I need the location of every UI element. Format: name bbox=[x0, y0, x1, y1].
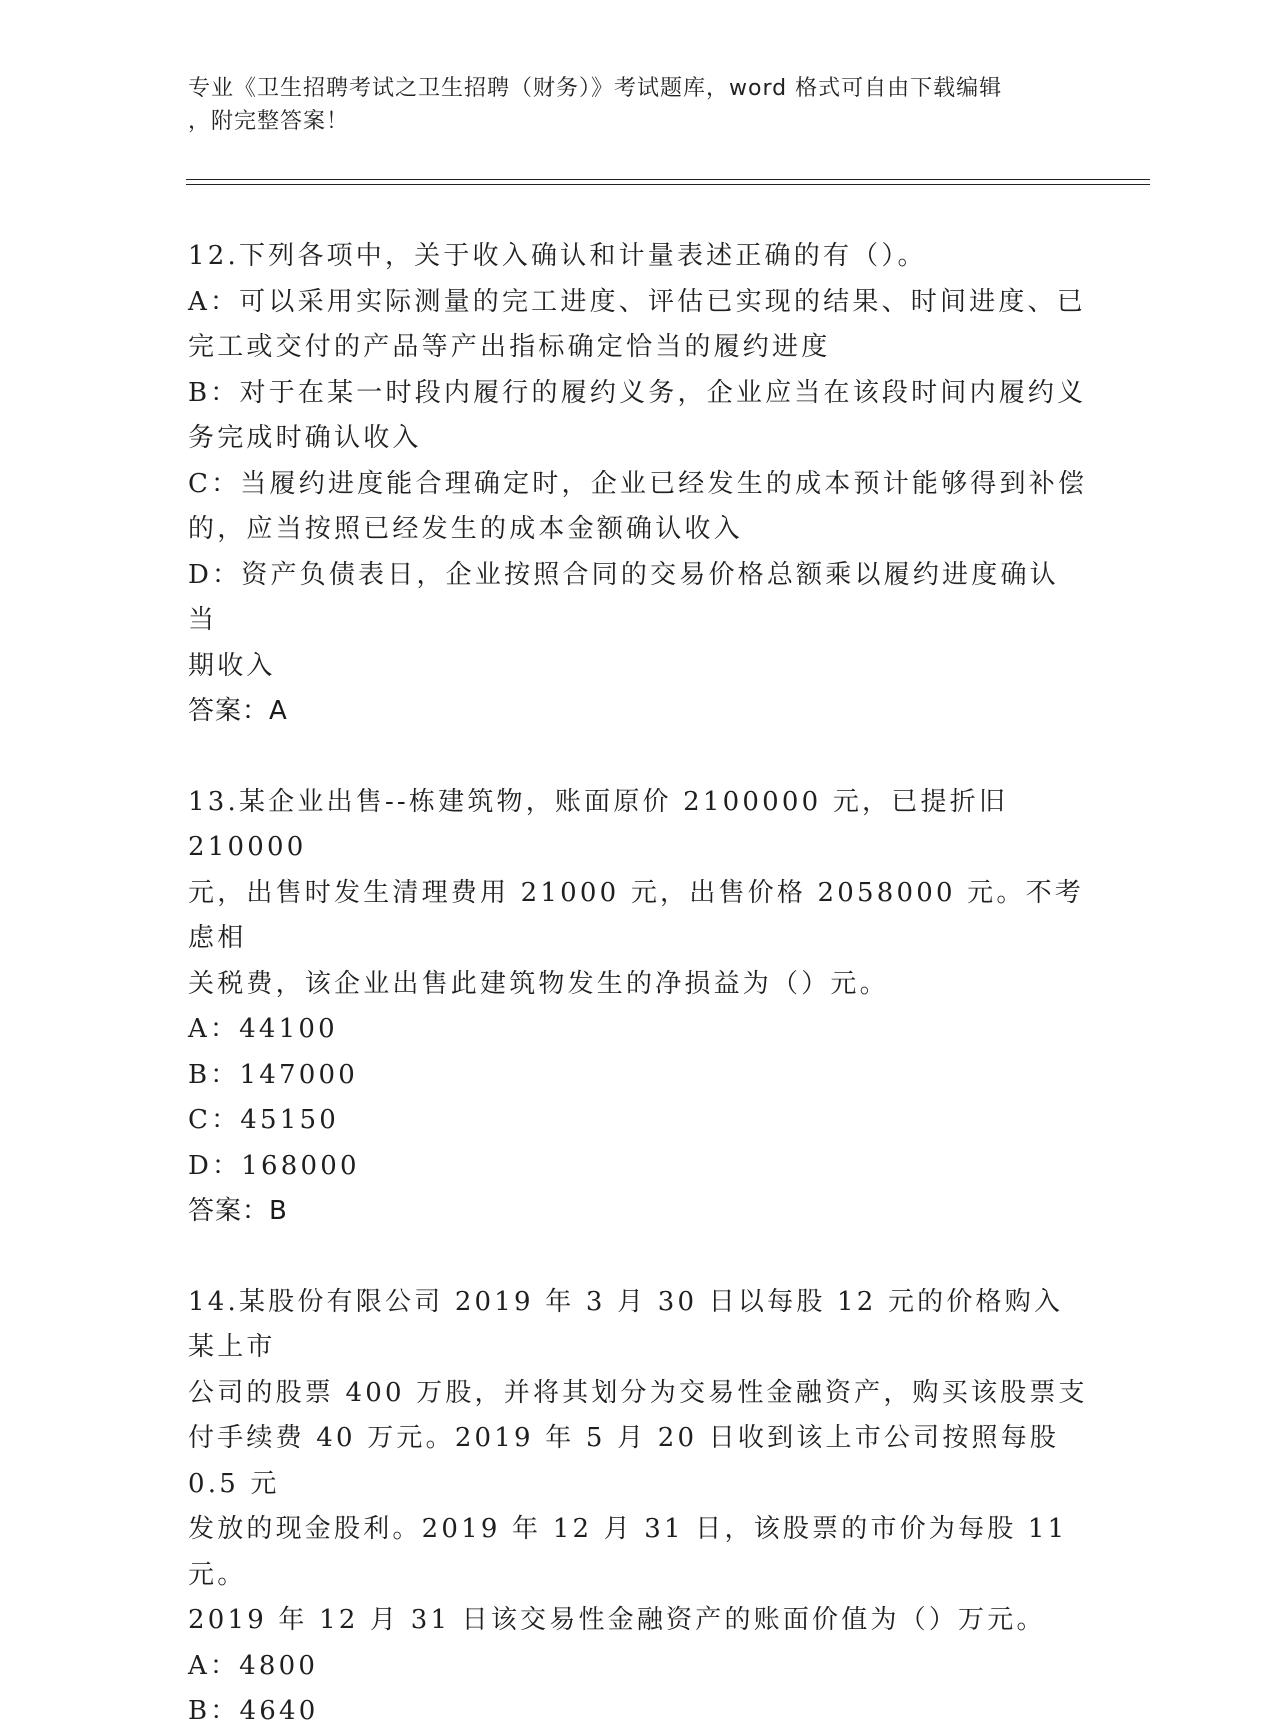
option-d bbox=[188, 553, 1088, 690]
question-stem-line: 13.某企业出售--栋建筑物，账面原价 2100000 元，已提折旧 210000 bbox=[188, 786, 1009, 862]
option-b: B：4640 bbox=[188, 1696, 319, 1726]
option-line: D：资产负债表日，企业按照合同的交易价格总额乘以履约进度确认当 bbox=[188, 559, 1059, 635]
header-line-2: ，附完整答案！ bbox=[188, 109, 350, 134]
question-stem-line: 元，出售时发生清理费用 21000 元，出售价格 2058000 元。不考虑相 bbox=[188, 877, 1084, 953]
question-list bbox=[188, 234, 1088, 1735]
option-c: C：45150 bbox=[188, 1105, 340, 1135]
question-stem-line: 12.下列各项中，关于收入确认和计量表述正确的有（）。 bbox=[188, 241, 927, 271]
option-b: B：147000 bbox=[188, 1059, 358, 1090]
question-14 bbox=[188, 1280, 1088, 1735]
question-spacer bbox=[188, 1235, 1088, 1280]
option-line: B：对于在某一时段内履行的履约义务，企业应当在该段时间内履约义 bbox=[188, 377, 1087, 408]
answer-label: 答案：A bbox=[188, 696, 288, 726]
option-a bbox=[188, 280, 1088, 371]
option-line: 完工或交付的产品等产出指标确定恰当的履约进度 bbox=[188, 332, 831, 362]
option-b bbox=[188, 371, 1088, 462]
header-divider-bottom bbox=[186, 184, 1150, 185]
option-c bbox=[188, 462, 1088, 553]
option-a: A：4800 bbox=[188, 1650, 319, 1681]
option-line: A：可以采用实际测量的完工进度、评估已实现的结果、时间进度、已 bbox=[188, 286, 1086, 317]
option-d: D：168000 bbox=[188, 1150, 360, 1181]
question-stem-line: 14.某股份有限公司 2019 年 3 月 30 日以每股 12 元的价格购入某上市 bbox=[188, 1286, 1064, 1362]
option-line: 务完成时确认收入 bbox=[188, 423, 422, 453]
option-line: 的，应当按照已经发生的成本金额确认收入 bbox=[188, 514, 743, 544]
option-line: C：当履约进度能合理确定时，企业已经发生的成本预计能够得到补偿 bbox=[188, 468, 1088, 499]
question-spacer bbox=[188, 735, 1088, 780]
question-12 bbox=[188, 234, 1088, 735]
option-a: A：44100 bbox=[188, 1014, 338, 1044]
header-line-1: 专业《卫生招聘考试之卫生招聘（财务）》考试题库，word 格式可自由下载编辑 bbox=[188, 76, 1003, 101]
question-13 bbox=[188, 780, 1088, 1235]
question-stem-line: 公司的股票 400 万股，并将其划分为交易性金融资产，购买该股票支 bbox=[188, 1377, 1088, 1408]
header-divider-top bbox=[186, 179, 1150, 180]
question-stem-line: 关税费，该企业出售此建筑物发生的净损益为（）元。 bbox=[188, 968, 889, 999]
document-header bbox=[188, 72, 1068, 138]
question-stem-line: 付手续费 40 万元。2019 年 5 月 20 日收到该上市公司按照每股 0.5 元 bbox=[188, 1423, 1060, 1499]
question-stem-line: 发放的现金股利。2019 年 12 月 31 日，该股票的市价为每股 11 元。 bbox=[188, 1514, 1068, 1590]
question-stem-line: 2019 年 12 月 31 日该交易性金融资产的账面价值为（）万元。 bbox=[188, 1605, 1046, 1635]
option-line: 期收入 bbox=[188, 650, 276, 681]
answer-label: 答案：B bbox=[188, 1196, 288, 1226]
